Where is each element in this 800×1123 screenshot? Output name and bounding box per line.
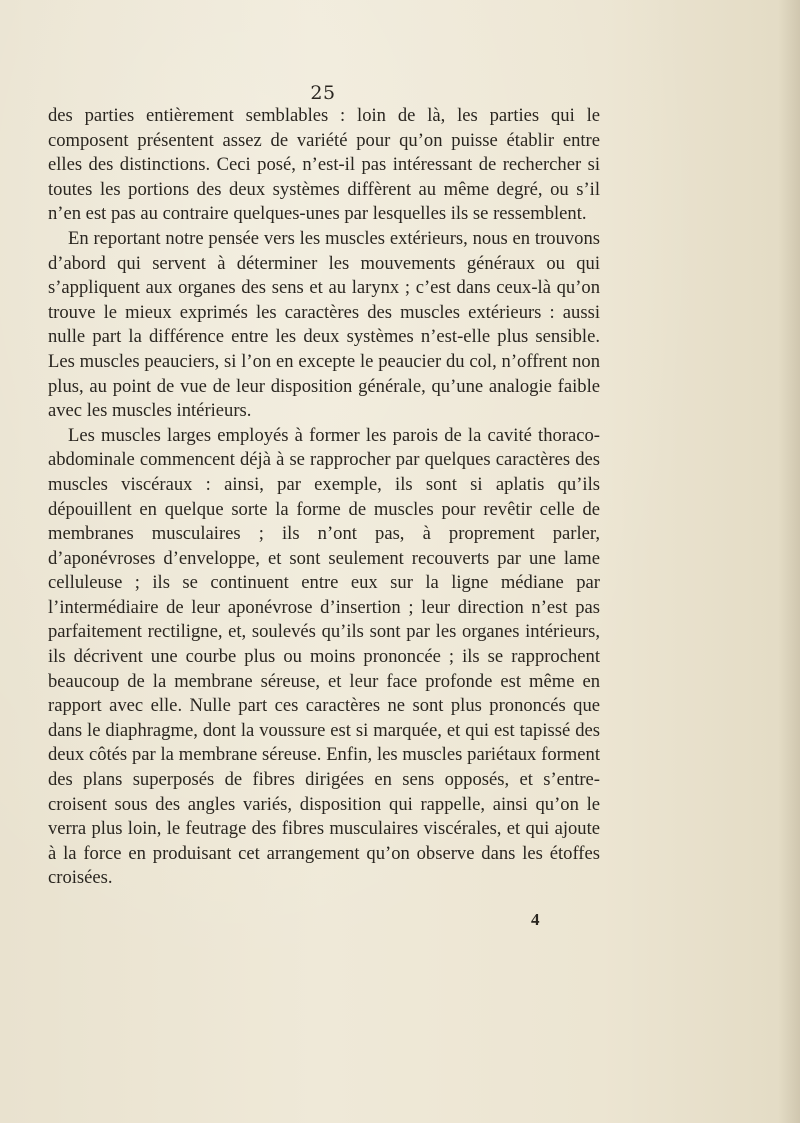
paragraph-broad-muscles: Les muscles larges employés à former les parois de la cavité thoraco-abdominale commencent déjà à se rapprocher par quelques caractères des muscles viscéraux : ainsi, par exemple, ils sont si aplatis qu’ils dépouillent en quelque sorte la forme de muscles pour revêtir celle de membranes musculaires ; ils n’ont pas, à proprement parler, d’aponévroses d’enveloppe, et sont seulement recouverts par une lame celluleuse ; ils se continuent entre eux sur la ligne médiane par l’intermédiaire de leur aponévrose d’insertion ; leur direction n’est pas parfaitement rectiligne, et, soulevés qu’ils sont par les organes intérieurs, ils décrivent une courbe plus ou moins prononcée ; ils se rapprochent beaucoup de la membrane séreuse, et leur face profonde est même en rapport avec elle. Nulle part ces caractères ne sont plus prononcés que dans le diaphragme, dont la voussure est si marquée, et qui est tapissé des deux côtés par la membrane séreuse. Enfin, les muscles pariétaux forment des plans superposés de fibres dirigées en sens opposés, et s’entre-croisent sous des angles variés, disposition qui rappelle, ainsi qu’on le verra plus loin, le feutrage des fibres musculaires viscérales, et qui ajoute à la force en produisant cet arrangement qu’on observe dans les étoffes croisées. [48,424,600,889]
body-text [48,104,600,891]
paragraph-exterior-muscles: En reportant notre pensée vers les muscles extérieurs, nous en trouvons d’abord qui servent à déterminer les mouvements généraux ou qui s’appliquent aux organes des sens et au larynx ; c’est dans ceux-là qu’on trouve le mieux exprimés les caractères des muscles extérieurs : aussi nulle part la différence entre les deux systèmes n’est-elle plus sensible. Les muscles peauciers, si l’on en excepte le peaucier du col, n’offrent non plus, au point de vue de leur disposition générale, qu’une analogie faible avec les muscles intérieurs. [48,227,600,422]
page-edge-shadow [778,0,800,1123]
page-number: 25 [310,82,336,104]
signature-mark: 4 [531,910,540,929]
paragraph-continuation: des parties entièrement semblables : loin de là, les parties qui le composent présentent assez de variété pour qu’on puisse établir entre elles des distinctions. Ceci posé, n’est-il pas intéressant de rechercher si toutes les portions des deux systèmes diffèrent au même degré, ou s’il n’en est pas au contraire quelques-unes par lesquelles ils se ressemblent. [48,105,600,225]
